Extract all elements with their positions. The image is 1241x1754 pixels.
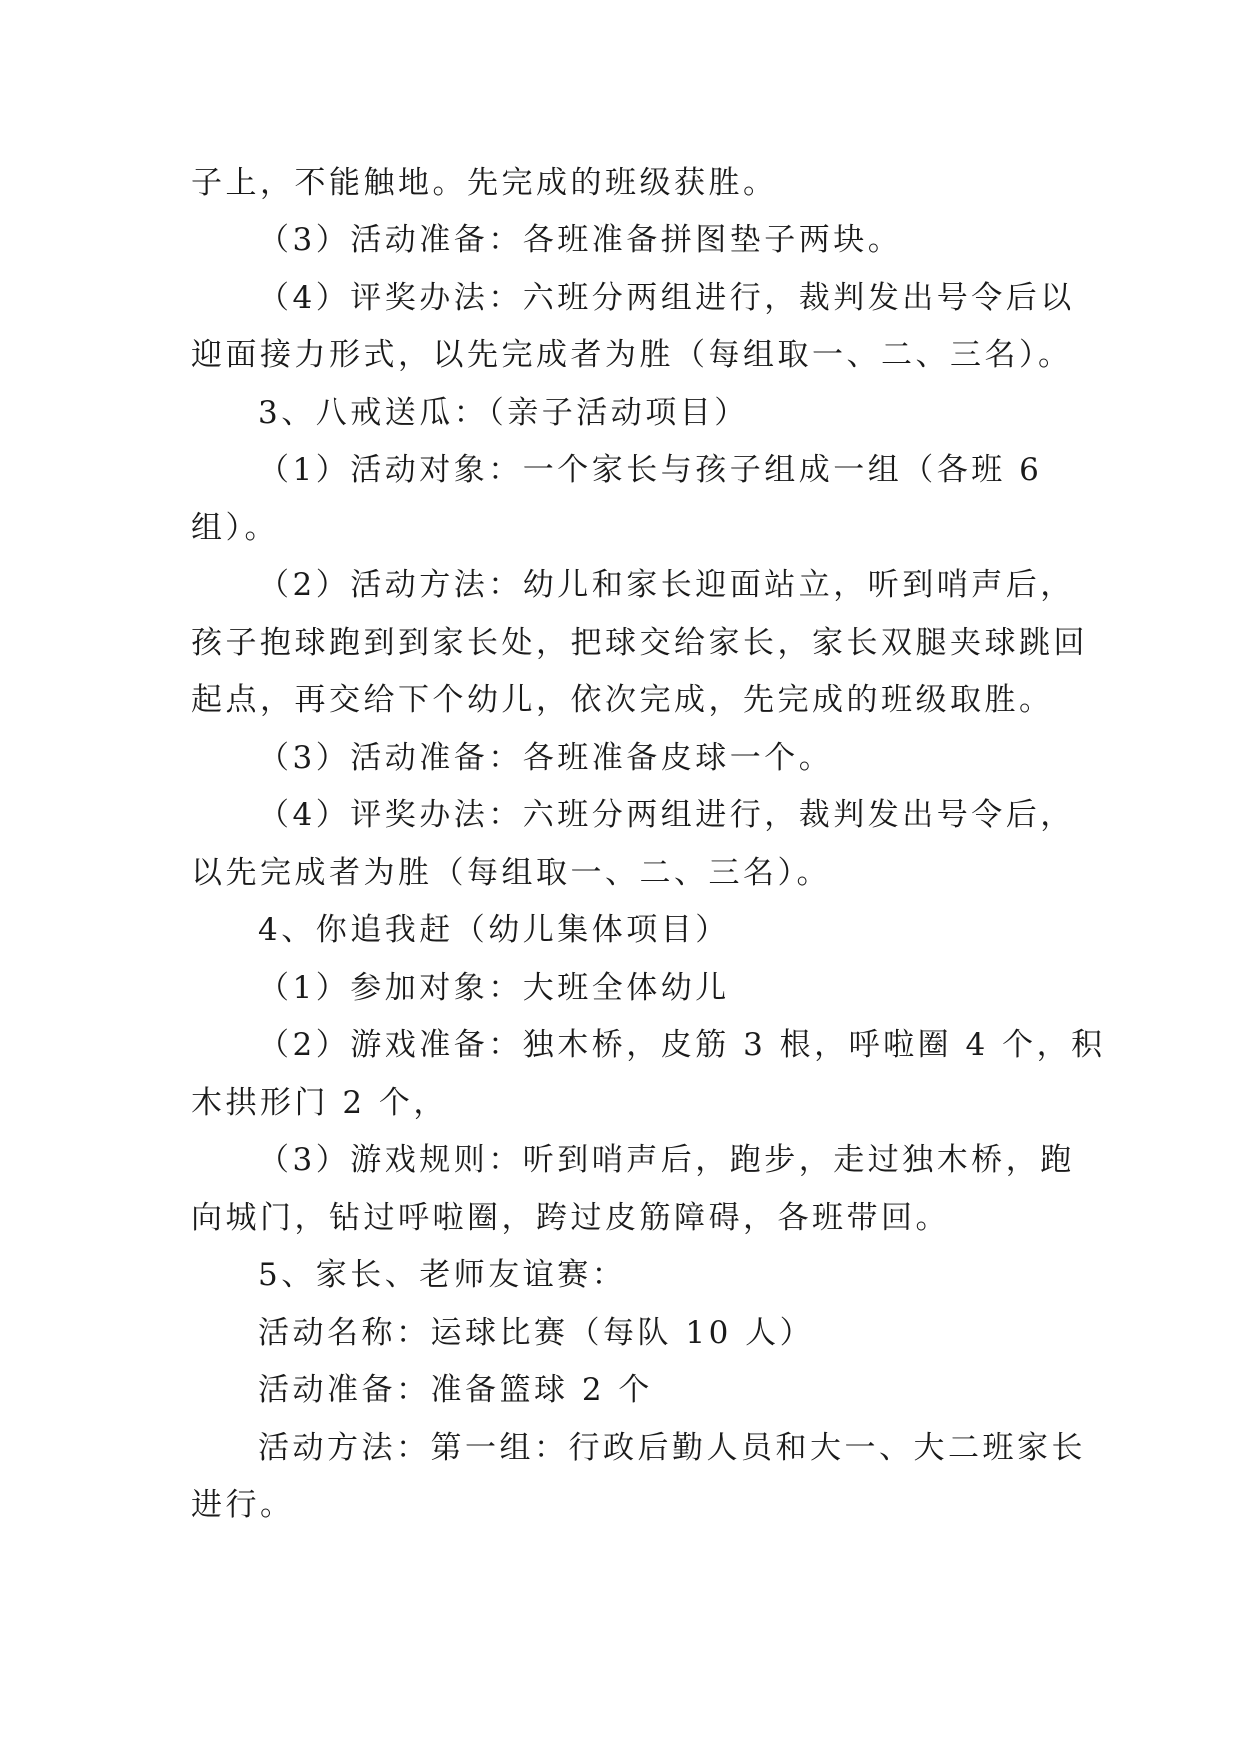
text-line-23: 活动方法：第一组：行政后勤人员和大一、大二班家长 — [258, 1430, 1086, 1466]
text-line-5: 3、八戒送瓜：（亲子活动项目） — [258, 395, 749, 431]
text-line-20: 5、家长、老师友谊赛： — [258, 1257, 627, 1293]
text-line-9: 孩子抱球跑到到家长处，把球交给家长，家长双腿夹球跳回 — [191, 625, 1088, 661]
text-line-10: 起点，再交给下个幼儿，依次完成，先完成的班级取胜。 — [191, 682, 1054, 718]
text-line-18: （3）游戏规则：听到哨声后，跑步，走过独木桥，跑 — [258, 1142, 1075, 1178]
text-line-6: （1）活动对象：一个家长与孩子组成一组（各班 6 — [258, 452, 1043, 488]
text-line-21: 活动名称：运球比赛（每队 10 人） — [258, 1315, 815, 1351]
text-line-17: 木拱形门 2 个， — [191, 1085, 448, 1121]
text-line-3: （4）评奖办法：六班分两组进行，裁判发出号令后以 — [258, 280, 1075, 316]
text-line-24: 进行。 — [191, 1487, 295, 1523]
text-line-1: 子上，不能触地。先完成的班级获胜。 — [191, 165, 778, 201]
text-line-4: 迎面接力形式，以先完成者为胜（每组取一、二、三名）。 — [191, 337, 1073, 373]
text-line-13: 以先完成者为胜（每组取一、二、三名）。 — [191, 855, 831, 891]
text-line-14: 4、你追我赶（幼儿集体项目） — [258, 912, 730, 948]
text-line-11: （3）活动准备：各班准备皮球一个。 — [258, 740, 834, 776]
text-line-2: （3）活动准备：各班准备拼图垫子两块。 — [258, 222, 903, 258]
text-line-12: （4）评奖办法：六班分两组进行，裁判发出号令后， — [258, 797, 1075, 833]
text-line-15: （1）参加对象：大班全体幼儿 — [258, 970, 730, 1006]
text-line-22: 活动准备：准备篮球 2 个 — [258, 1372, 653, 1408]
text-line-19: 向城门，钻过呼啦圈，跨过皮筋障碍，各班带回。 — [191, 1200, 950, 1236]
text-line-8: （2）活动方法：幼儿和家长迎面站立，听到哨声后， — [258, 567, 1075, 603]
text-line-16: （2）游戏准备：独木桥，皮筋 3 根，呼啦圈 4 个，积 — [258, 1027, 1106, 1063]
text-line-7: 组）。 — [191, 510, 279, 546]
